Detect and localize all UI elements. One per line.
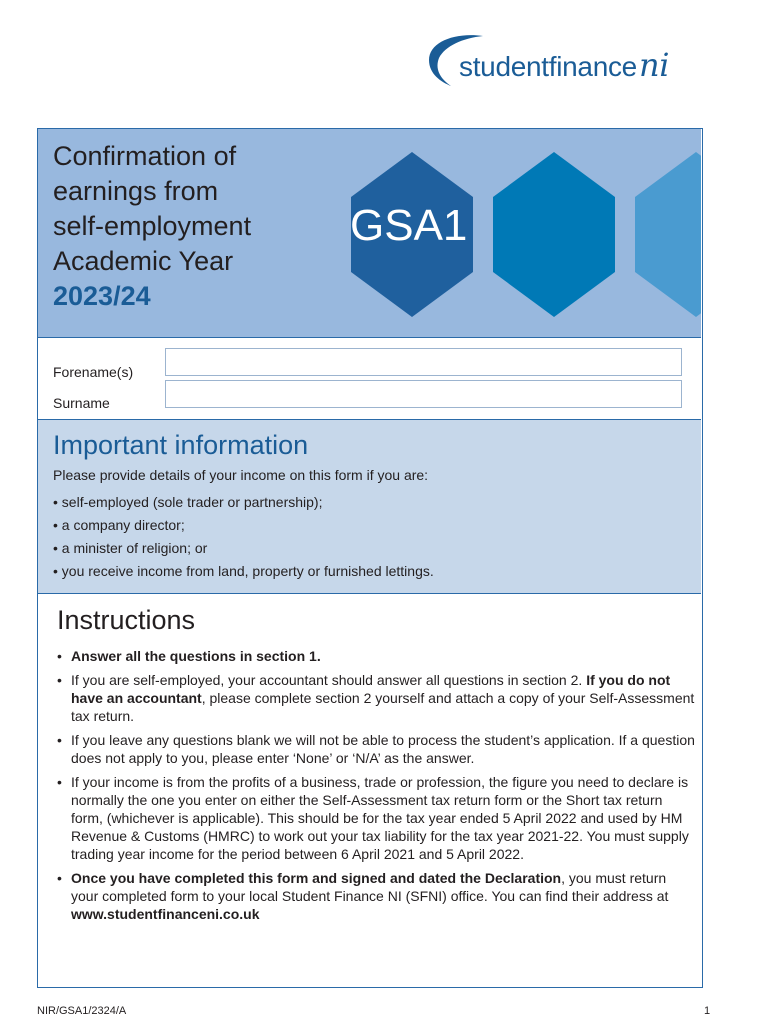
logo-wordmark [459,46,669,84]
form-reference: NIR/GSA1/2324/A [37,1005,127,1017]
forename-label: Forename(s) [53,364,134,380]
title-line: earnings from [53,176,219,206]
title-line: self-employment [53,211,252,241]
form-header [38,129,701,338]
list-item [57,671,697,725]
surname-input[interactable] [165,380,682,408]
list-item: • a company director; [53,517,185,533]
student-finance-ni-logo [425,28,715,98]
instruction-text: If you leave any questions blank we will not be able to process the student’s application. If a question does not apply to you, please enter ‘None’ or ‘N/A’ as the answer. [71,732,695,766]
important-list [53,491,434,583]
form-title [53,139,251,314]
instructions-list [57,647,697,929]
logo-ni-text: ni [638,46,670,84]
list-item: • you receive income from land, property or furnished lettings. [53,563,434,579]
list-item [57,647,697,665]
forename-input[interactable] [165,348,682,376]
page-number: 1 [704,1005,711,1017]
website-link[interactable]: www.studentfinanceni.co.uk [71,906,260,922]
list-item: • a minister of religion; or [53,540,208,556]
instruction-text: , you must return your completed form to your local Student Finance NI (SFNI) office. You can find their address at [71,870,669,904]
logo-main-text: studentfinance [459,51,637,82]
important-information-section [38,419,701,594]
academic-year: 2023/24 [53,281,151,311]
name-fields [38,339,701,419]
instruction-bold: Once you have completed this form and signed and dated the Declaration [71,870,562,886]
instruction-bold: If you do not have an accountant [71,672,671,706]
list-item [57,773,697,863]
title-line: Confirmation of [53,141,237,171]
instructions-title: Instructions [57,605,196,635]
form-frame [37,128,703,988]
instruction-text: If your income is from the profits of a business, trade or profession, the figure you need to declare is normally the one you enter on either the Self-Assessment tax return form or the Short tax return form, (whichever is applicable). This should be for the tax year ended 5 April 2022 and used by HM Revenue & Customs (HMRC) to work out your tax liability for the tax year 2021-22. You must supply trading year income for the period between 6 April 2021 and 5 April 2022. [71,774,689,862]
important-title: Important information [53,430,309,460]
instruction-text: If you are self-employed, your accountant should answer all questions in section 2. [71,672,587,688]
important-intro: Please provide details of your income on this form if you are: [53,467,429,483]
list-item [57,869,697,923]
instruction-text: , please complete section 2 yourself and attach a copy of your Self-Assessment tax return. [71,690,695,724]
list-item: • self-employed (sole trader or partnership); [53,494,323,510]
list-item [57,731,697,767]
title-line: Academic Year [53,246,234,276]
surname-label: Surname [53,395,110,411]
form-code: GSA1 [350,201,468,250]
instruction-text: Answer all the questions in section 1. [71,648,321,664]
